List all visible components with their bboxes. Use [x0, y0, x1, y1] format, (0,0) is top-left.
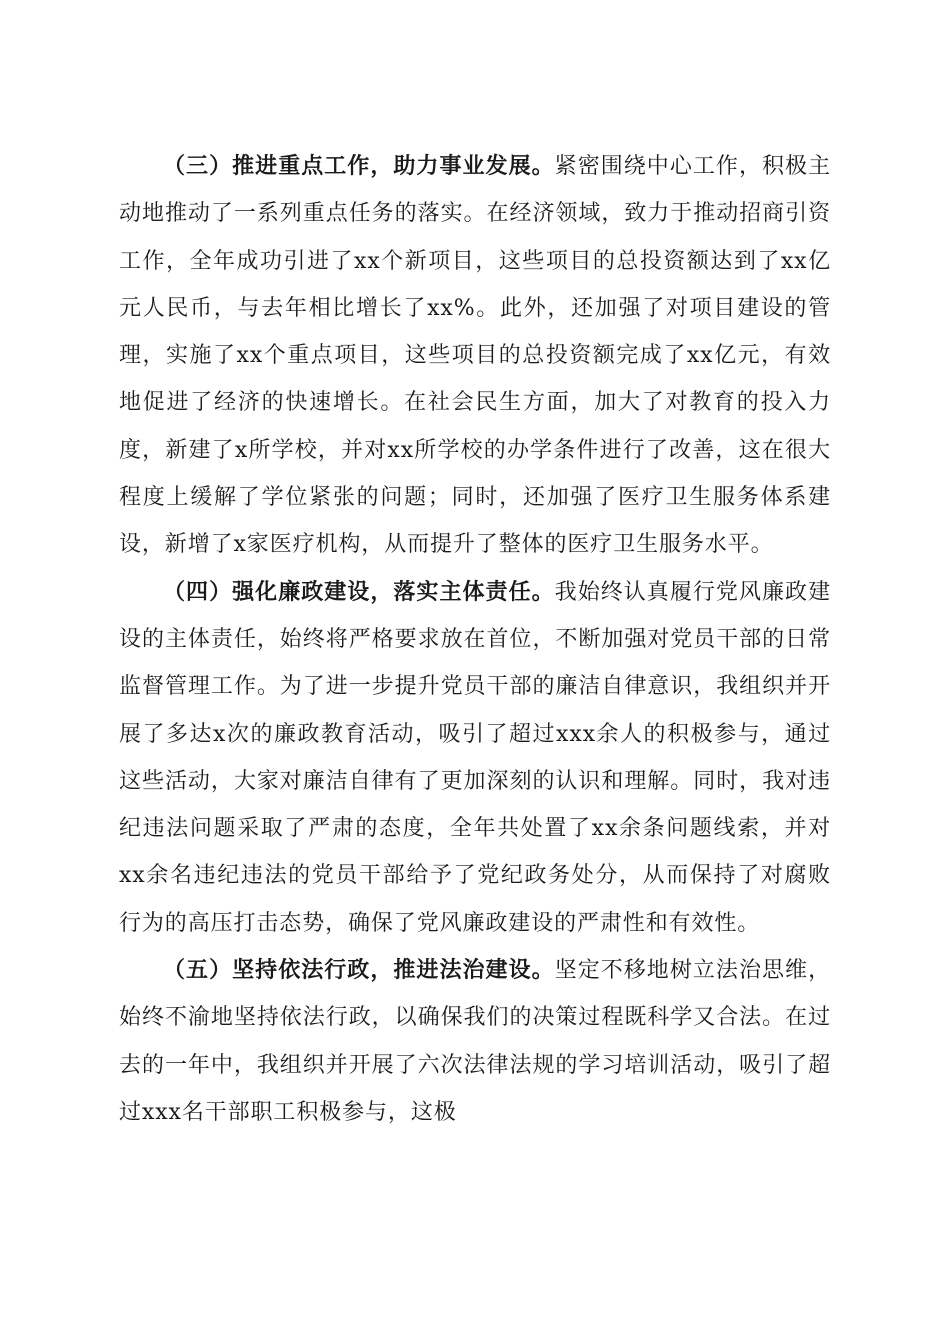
paragraph-text: 紧密围绕中心工作，积极主动地推动了一系列重点任务的落实。在经济领域，致力于推动招商引资工作，全年成功引进了xx个新项目，这些项目的总投资额达到了xx亿元人民币，与去年相比增长了xx%。此外，还加强了对项目建设的管理，实施了xx个重点项目，这些项目的总投资额完成了xx亿元，有效地促进了经济的快速增长。在社会民生方面，加大了对教育的投入力度，新建了x所学校，并对xx所学校的办学条件进行了改善，这在很大程度上缓解了学位紧张的问题；同时，还加强了医疗卫生服务体系建设，新增了x家医疗机构，从而提升了整体的医疗卫生服务水平。: [119, 154, 831, 558]
paragraph-integrity: [119, 569, 831, 947]
paragraph-text: 我始终认真履行党风廉政建设的主体责任，始终将严格要求放在首位，不断加强对党员干部的日常监督管理工作。为了进一步提升党员干部的廉洁自律意识，我组织并开展了多达x次的廉政教育活动，吸引了超过xxx余人的积极参与，通过这些活动，大家对廉洁自律有了更加深刻的认识和理解。同时，我对违纪违法问题采取了严肃的态度，全年共处置了xx余条问题线索，并对xx余名违纪违法的党员干部给予了党纪政务处分，从而保持了对腐败行为的高压打击态势，确保了党风廉政建设的严肃性和有效性。: [119, 579, 831, 936]
paragraph-rule-of-law: [119, 947, 831, 1136]
paragraph-heading: （五）坚持依法行政，推进法治建设。: [163, 957, 555, 984]
paragraph-heading: （四）强化廉政建设，落实主体责任。: [163, 578, 555, 605]
paragraph-text: 坚定不移地树立法治思维，始终不渝地坚持依法行政，以确保我们的决策过程既科学又合法。在过去的一年中，我组织并开展了六次法律法规的学习培训活动，吸引了超过xxx名干部职工积极参与，这极: [119, 958, 831, 1125]
document-body: [119, 143, 831, 1136]
paragraph-key-work: [119, 143, 831, 569]
paragraph-heading: （三）推进重点工作，助力事业发展。: [163, 153, 555, 179]
